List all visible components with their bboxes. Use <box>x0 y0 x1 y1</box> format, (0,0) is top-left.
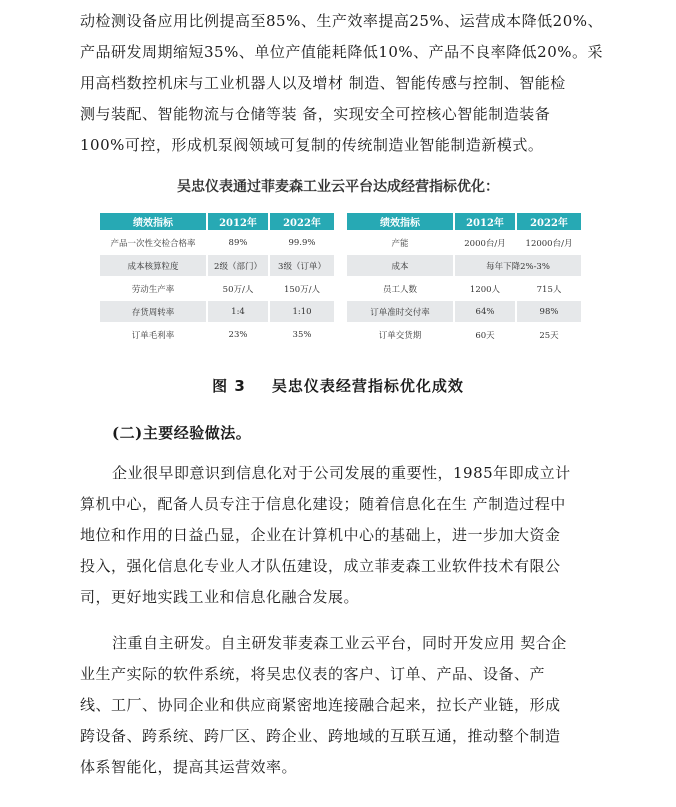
text-line: 企业很早即意识到信息化对于公司发展的重要性，1985年即成立计 <box>112 464 571 482</box>
text-line: 业生产实际的软件系统，将吴忠仪表的客户、订单、产品、设备、产 <box>80 665 546 683</box>
metric-name: 存货周转率 <box>100 301 206 322</box>
value-2022: 715人 <box>536 284 562 295</box>
value-2012: 89% <box>228 237 248 248</box>
metric-name: 订单交货期 <box>378 330 422 341</box>
table-row <box>100 232 334 253</box>
metric-name: 订单准时交付率 <box>347 301 453 322</box>
value-2022: 1:10 <box>270 301 334 322</box>
table-header-row <box>347 213 581 230</box>
table-row <box>100 301 334 322</box>
value-2022: 12000台/月 <box>525 238 573 249</box>
text-line: 测与装配、智能物流与仓储等装 备，实现安全可控核心智能制造装备 <box>80 105 551 123</box>
table-row <box>347 255 581 276</box>
value-2012: 50万/人 <box>222 284 254 295</box>
figure-title: 吴忠仪表通过菲麦森工业云平台达成经营指标优化： <box>177 179 499 195</box>
header-2022: 2022年 <box>517 213 581 230</box>
text-line: 产品研发周期缩短35%、单位产值能耗降低10%、产品不良率降低20%。采 <box>80 43 604 61</box>
merged-value: 每年下降2%-3% <box>455 255 581 276</box>
text-line: 线、工厂、协同企业和供应商紧密地连接融合起来，拉长产业链，形成 <box>80 696 561 714</box>
metric-name: 产能 <box>391 238 409 249</box>
text-line: 地位和作用的日益凸显，企业在计算机中心的基础上，进一步加大资金 <box>80 526 561 544</box>
metric-name: 员工人数 <box>382 284 417 295</box>
header-2022: 2022年 <box>270 213 334 230</box>
text-line: 动检测设备应用比例提高至85%、生产效率提高25%、运营成本降低20%、 <box>80 12 604 30</box>
metric-name: 成本 <box>347 255 453 276</box>
metrics-table-right <box>345 211 583 347</box>
value-2022: 150万/人 <box>283 284 321 295</box>
table-row <box>347 278 581 299</box>
value-2022: 98% <box>517 301 581 322</box>
metric-name: 成本核算粒度 <box>100 255 206 276</box>
metrics-table-left <box>98 211 336 347</box>
value-2012: 1:4 <box>208 301 268 322</box>
value-2022: 35% <box>292 329 312 340</box>
header-2012: 2012年 <box>455 213 515 230</box>
header-metric: 绩效指标 <box>347 213 453 230</box>
text-line: 算机中心，配备人员专注于信息化建设；随着信息化在生 产制造过程中 <box>80 495 566 513</box>
value-2012: 23% <box>228 329 248 340</box>
table-row <box>100 324 334 345</box>
value-2012: 60天 <box>475 330 495 341</box>
figure-caption <box>0 375 676 396</box>
header-metric: 绩效指标 <box>100 213 206 230</box>
value-2012: 2级（部门） <box>208 255 268 276</box>
metric-name: 订单毛利率 <box>131 330 175 341</box>
table-row <box>347 301 581 322</box>
table-row <box>100 255 334 276</box>
paragraph-experience <box>80 458 600 613</box>
value-2022: 25天 <box>539 330 559 341</box>
metric-name: 劳动生产率 <box>131 284 175 295</box>
value-2022: 3级（订单） <box>270 255 334 276</box>
metric-name: 产品一次性交检合格率 <box>110 238 196 249</box>
table-row <box>100 278 334 299</box>
table-row <box>347 324 581 345</box>
header-2012: 2012年 <box>208 213 268 230</box>
value-2012: 2000台/月 <box>464 238 506 249</box>
figure-caption-text: 吴忠仪表经营指标优化成效 <box>271 377 464 395</box>
figure-number: 图 3 <box>212 377 246 395</box>
table-row <box>347 232 581 253</box>
text-line: 注重自主研发。自主研发菲麦森工业云平台，同时开发应用 契合企 <box>112 634 567 652</box>
paragraph-rnd <box>80 628 600 783</box>
text-line: 跨设备、跨系统、跨厂区、跨企业、跨地域的互联互通，推动整个制造 <box>80 727 561 745</box>
text-line: 投入，强化信息化专业人才队伍建设，成立菲麦森工业软件技术有限公 <box>80 557 561 575</box>
text-line: 用高档数控机床与工业机器人以及增材 制造、智能传感与控制、智能检 <box>80 74 566 92</box>
value-2012: 1200人 <box>469 284 501 295</box>
paragraph-intro <box>80 6 604 161</box>
text-line: 司，更好地实践工业和信息化融合发展。 <box>80 588 360 606</box>
table-header-row <box>100 213 334 230</box>
section-heading: (二)主要经验做法。 <box>112 424 252 442</box>
value-2012: 64% <box>455 301 515 322</box>
text-line: 体系智能化，提高其运营效率。 <box>80 758 298 776</box>
value-2022: 99.9% <box>288 237 316 248</box>
text-line: 100%可控，形成机泵阀领域可复制的传统制造业智能制造新模式。 <box>80 136 544 154</box>
